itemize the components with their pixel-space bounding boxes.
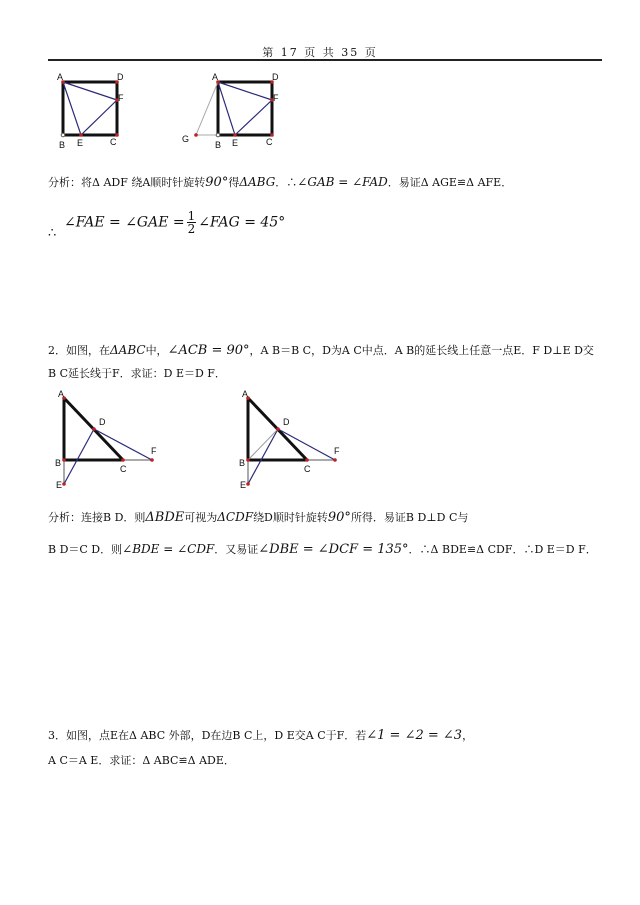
triangle-abg: ΔABG bbox=[239, 175, 276, 189]
analysis-2-text-d: 所得．易证B D⊥D C与 bbox=[350, 511, 469, 524]
label-c: C bbox=[304, 464, 311, 474]
question-2-line2: B C延长线于F．求证：D E＝D F． bbox=[48, 367, 226, 380]
figure-1a bbox=[48, 68, 138, 152]
segment-de bbox=[248, 429, 278, 484]
segment-ag bbox=[196, 82, 218, 135]
point-b bbox=[216, 133, 220, 137]
triangle-cdf: ΔCDF bbox=[217, 510, 254, 524]
q2-text-c: ，A B＝B C，D为A C中点．A B的延长线上任意一点E．F D⊥E D交 bbox=[249, 344, 594, 357]
label-f: F bbox=[273, 93, 279, 103]
page-header: 第 17 页 共 35 页 bbox=[262, 46, 378, 59]
label-g: G bbox=[182, 134, 190, 144]
angle-acb-90: ∠ACB = 90° bbox=[167, 343, 250, 358]
analysis-2-text-e: B D＝C D．则 bbox=[48, 543, 123, 556]
point-b bbox=[62, 458, 66, 462]
label-e: E bbox=[240, 480, 247, 490]
label-c: C bbox=[266, 137, 273, 147]
analysis-1-line1 bbox=[48, 174, 512, 190]
segment-df bbox=[94, 429, 152, 460]
label-d: D bbox=[117, 72, 124, 82]
figure-1b bbox=[178, 68, 288, 154]
point-f bbox=[150, 458, 154, 462]
label-f: F bbox=[334, 446, 340, 456]
point-e bbox=[79, 133, 83, 137]
point-f bbox=[333, 458, 337, 462]
analysis-1-text-d: ．易证Δ AGE≌Δ AFE． bbox=[387, 176, 513, 189]
point-e bbox=[62, 482, 66, 486]
q2-text-b: 中， bbox=[145, 344, 168, 357]
segment-ae bbox=[63, 82, 81, 135]
analysis-1-text-c: ．∴ bbox=[275, 176, 298, 189]
label-c: C bbox=[110, 137, 117, 147]
analysis-1-text-a: 分析：将Δ ADF 绕A顺时针旋转 bbox=[48, 176, 206, 189]
label-b: B bbox=[239, 458, 246, 468]
equation-fae-gae: ∠FAE = ∠GAE = bbox=[64, 214, 185, 231]
label-e: E bbox=[56, 480, 63, 490]
analysis-2-text-g: ．∴Δ BDE≌Δ CDF．∴D E＝D F． bbox=[408, 543, 597, 556]
point-c bbox=[121, 458, 125, 462]
q3-text-a: 3．如图，点E在Δ ABC 外部，D在边B C上，D E交A C于F．若 bbox=[48, 729, 367, 742]
therefore-symbol: ∴ bbox=[48, 226, 57, 241]
equation-bde-cdf: ∠BDE = ∠CDF bbox=[122, 542, 215, 556]
triangle-bde: ΔBDE bbox=[145, 510, 185, 525]
question-3-line2: A C＝A E．求证：Δ ABC≌Δ ADE． bbox=[48, 754, 235, 767]
label-b: B bbox=[55, 458, 62, 468]
analysis-1-text-b: 得 bbox=[228, 176, 240, 189]
label-a: A bbox=[212, 72, 219, 82]
label-a: A bbox=[242, 389, 249, 399]
segment-af bbox=[63, 82, 117, 100]
equation-angles-123: ∠1 = ∠2 = ∠3 bbox=[366, 728, 463, 743]
fraction-denominator: 2 bbox=[187, 222, 196, 236]
point-g bbox=[194, 133, 198, 137]
q3-text-b: ， bbox=[462, 729, 474, 742]
label-d: D bbox=[272, 72, 279, 82]
segment-ef bbox=[235, 100, 272, 135]
point-b bbox=[246, 458, 250, 462]
label-f: F bbox=[118, 93, 124, 103]
analysis-2-text-f: ．又易证 bbox=[214, 543, 259, 556]
label-c: C bbox=[120, 464, 127, 474]
question-2-line1 bbox=[48, 342, 594, 358]
analysis-2-line2 bbox=[48, 541, 597, 557]
label-d: D bbox=[283, 417, 290, 427]
analysis-2-text-c: 绕D顺时针旋转 bbox=[253, 511, 328, 524]
point-b bbox=[61, 133, 65, 137]
label-d: D bbox=[99, 417, 106, 427]
segment-af bbox=[218, 82, 272, 100]
q2-text-a: 2．如图，在 bbox=[48, 344, 110, 357]
equation-fag-45: ∠FAG = 45° bbox=[198, 214, 286, 231]
point-e bbox=[246, 482, 250, 486]
fraction-numerator: 1 bbox=[187, 209, 196, 223]
label-e: E bbox=[77, 138, 84, 148]
label-e: E bbox=[232, 138, 239, 148]
label-b: B bbox=[59, 140, 66, 150]
point-c bbox=[305, 458, 309, 462]
header-rule bbox=[48, 59, 602, 61]
label-f: F bbox=[151, 446, 157, 456]
point-e bbox=[233, 133, 237, 137]
triangle-abc: ΔABC bbox=[110, 343, 146, 357]
figure-2a bbox=[48, 386, 168, 490]
segment-df bbox=[278, 429, 335, 460]
equation-gab-fad: ∠GAB = ∠FAD bbox=[297, 175, 388, 189]
fraction-half bbox=[187, 210, 197, 235]
question-3-line1 bbox=[48, 727, 473, 743]
label-a: A bbox=[58, 389, 65, 399]
equation-dbe-dcf-135: ∠DBE = ∠DCF = 135° bbox=[258, 542, 409, 557]
angle-90: 90° bbox=[327, 510, 351, 525]
angle-90: 90° bbox=[205, 175, 229, 190]
analysis-2-line1 bbox=[48, 509, 468, 525]
segment-ef bbox=[81, 100, 117, 135]
analysis-2-text-a: 分析：连接B D．则 bbox=[48, 511, 146, 524]
analysis-2-text-b: 可视为 bbox=[184, 511, 218, 524]
segment-ae bbox=[218, 82, 235, 135]
label-b: B bbox=[215, 140, 222, 150]
point-d bbox=[92, 427, 96, 431]
label-a: A bbox=[57, 72, 64, 82]
segment-de bbox=[64, 429, 94, 484]
point-d bbox=[276, 427, 280, 431]
figure-2b bbox=[234, 386, 354, 490]
